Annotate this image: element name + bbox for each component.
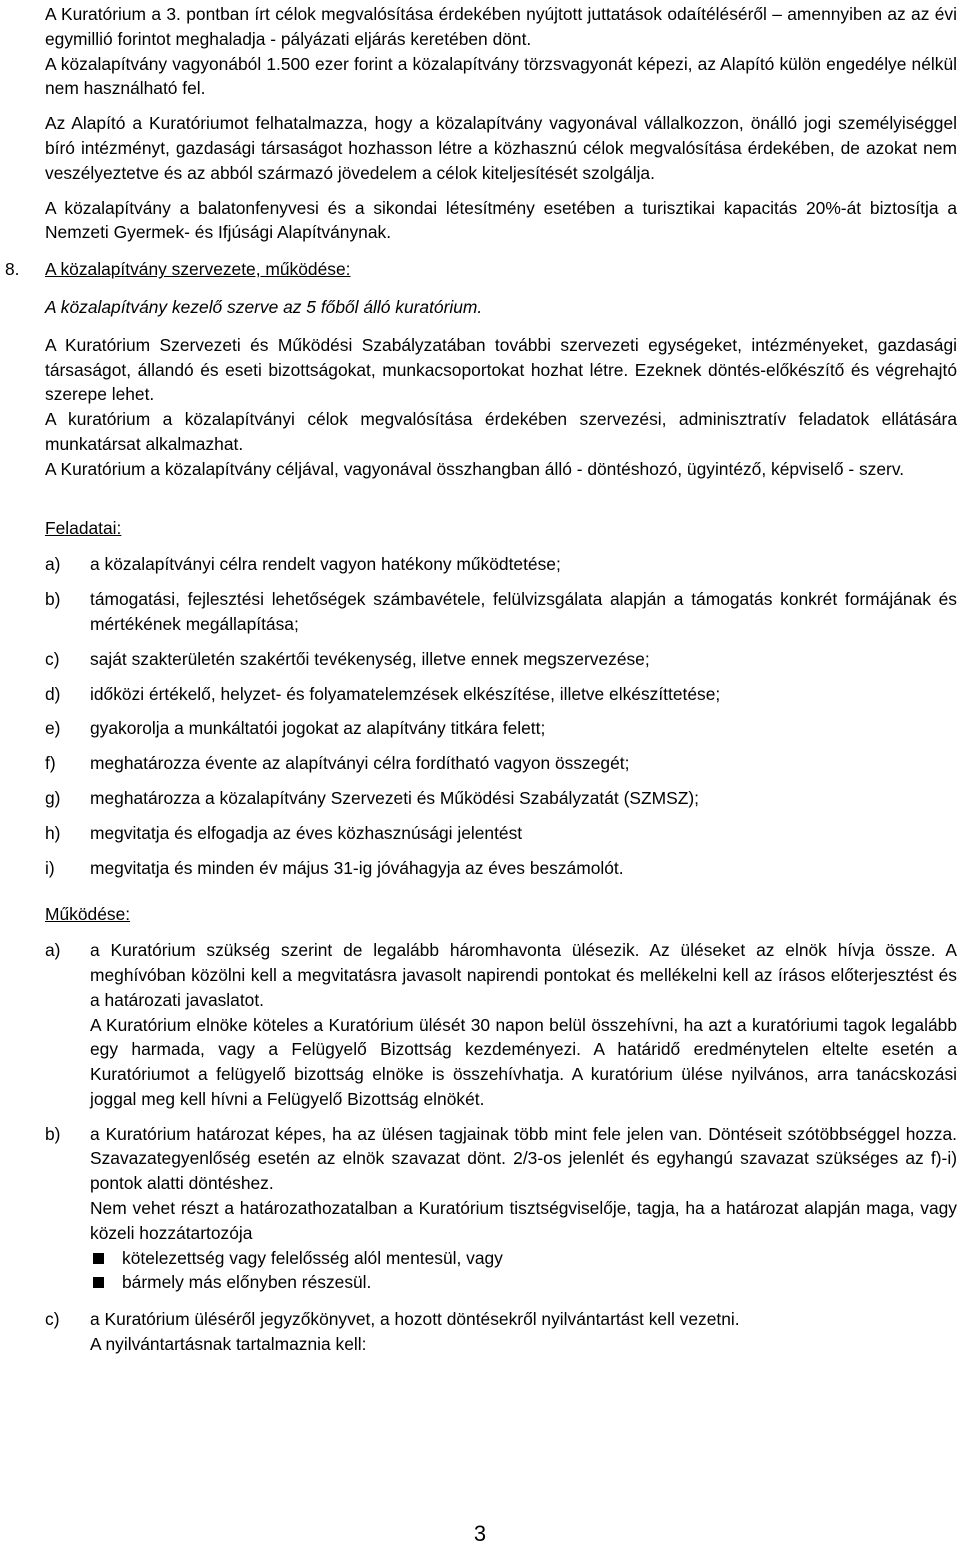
item-text: a Kuratórium határozat képes, ha az ülésen tagjainak több mint fele jelen van. Döntéseit szótöbbséggel hozza. Szavazategyenlőség esetén az elnök szavazat dönt. 2/3-os jelenlét és egyhangú szavazat szükséges az f)-i) pontok alatti döntéshez. xyxy=(90,1123,957,1194)
item-text: A nyilvántartásnak tartalmaznia kell: xyxy=(90,1334,367,1355)
item-label: a) xyxy=(45,940,61,961)
tasks-heading: Feladatai: xyxy=(45,517,122,538)
operation-heading: Működése: xyxy=(45,904,131,925)
item-label: a) xyxy=(45,554,61,575)
list-item xyxy=(45,821,957,846)
paragraph-tenders: A Kuratórium a 3. pontban írt célok megvalósítása érdekében nyújtott juttatások odaítéléséről – amennyiben az az évi egymillió forintot meghaladja - pályázati eljárás keretében dönt. xyxy=(45,4,957,49)
paragraph-core-assets: A közalapítvány vagyonából 1.500 ezer forint a közalapítvány törzsvagyonát képezi, az Alapító külön engedélye nélkül nem használható fel. xyxy=(45,53,957,99)
item-label: f) xyxy=(45,753,56,774)
page-number: 3 xyxy=(473,1521,487,1546)
list-item xyxy=(90,1270,957,1295)
operation-item-a xyxy=(45,938,957,1112)
list-item xyxy=(45,587,957,637)
item-text: A Kuratórium elnöke köteles a Kuratórium ülését 30 napon belül összehívni, ha azt a kuratóriumi tagok legalább egy harmada, vagy a Felügyelő Bizottság kezdeményezi. A határidő eredménytelen eltelte esetén a Kuratóriumot a felügyelő bizottság elnöke is összehívhatja. A kuratórium ülése nyilvános, arra tanácskozási joggal meg kell hívni a Felügyelő Bizottság elnökét. xyxy=(90,1014,957,1109)
item-text: megvitatja és minden év május 31-ig jóváhagyja az éves beszámolót. xyxy=(90,857,624,878)
item-label: d) xyxy=(45,683,61,704)
item-label: h) xyxy=(45,822,61,843)
section-number: 8. xyxy=(5,259,20,280)
item-label: e) xyxy=(45,718,61,739)
list-item xyxy=(45,647,957,672)
item-text: megvitatja és elfogadja az éves közhasznúsági jelentést xyxy=(90,822,523,843)
item-label: g) xyxy=(45,787,61,808)
list-item xyxy=(90,1246,957,1271)
paragraph-enterprise: Az Alapító a Kuratóriumot felhatalmazza, hogy a közalapítvány vagyonával vállalkozzon, önálló jogi személyiséggel bíró intézményt, gazdasági társaságot hozhasson létre a közhasznú célok megvalósítása érdekében, de azokat nem veszélyeztetve és az abból származó jövedelem a célok kiteljesítését szolgálja. xyxy=(45,113,957,183)
item-text: támogatási, fejlesztési lehetőségek számbavétele, felülvizsgálata alapján a támogatás konkrét formájának és mértékének megállapítása; xyxy=(90,589,957,634)
bullet-text: bármely más előnyben részesül. xyxy=(122,1272,372,1293)
item-label: i) xyxy=(45,857,55,878)
paragraph-staff: A kuratórium a közalapítványi célok megvalósítása érdekében szervezési, adminisztratív feladatok ellátására munkatársat alkalmazhat. xyxy=(45,409,957,454)
item-text: a közalapítványi célra rendelt vagyon hatékony működtetése; xyxy=(90,554,561,575)
paragraph-capacity: A közalapítvány a balatonfenyvesi és a sikondai létesítmény esetében a turisztikai kapacitás 20%-át biztosítja a Nemzeti Gyermek- és Ifjúsági Alapítványnak. xyxy=(45,197,957,243)
item-text: időközi értékelő, helyzet- és folyamatelemzések elkészítése, illetve elkészíttetése; xyxy=(90,683,721,704)
operation-item-b xyxy=(45,1122,957,1296)
list-item xyxy=(45,716,957,741)
list-item xyxy=(45,552,957,577)
item-text: meghatározza a közalapítvány Szervezeti és Működési Szabályzatát (SZMSZ); xyxy=(90,787,699,808)
item-text: gyakorolja a munkáltatói jogokat az alapítvány titkára felett; xyxy=(90,718,546,739)
item-text: saját szakterületén szakértői tevékenység, illetve ennek megszervezése; xyxy=(90,648,650,669)
item-label: c) xyxy=(45,1309,60,1330)
section-8-heading xyxy=(5,257,957,282)
square-bullet-icon xyxy=(93,1253,104,1264)
item-text: meghatározza évente az alapítványi célra fordítható vagyon összegét; xyxy=(90,753,630,774)
list-item xyxy=(45,682,957,707)
bullet-text: kötelezettség vagy felelősség alól mentesül, vagy xyxy=(122,1247,503,1268)
item-label: c) xyxy=(45,648,60,669)
paragraph-organization: A Kuratórium Szervezeti és Működési Szabályzatában további szervezeti egységeket, intézményeket, gazdasági társaságot, állandó és eseti bizottságokat, munkacsoportokat hozhat létre. Ezeknek döntés-előkészítő és végrehajtó szerepe lehet. xyxy=(45,334,957,405)
section-title: A közalapítvány szervezete, működése: xyxy=(45,259,351,280)
tasks-list xyxy=(45,552,957,880)
item-text: Nem vehet részt a határozathozatalban a Kuratórium tisztségviselője, tagja, ha a határozat alapján maga, vagy közeli hozzátartozója xyxy=(90,1198,957,1243)
item-label: b) xyxy=(45,589,61,610)
item-text: a Kuratórium üléséről jegyzőkönyvet, a hozott döntésekről nyilvántartást kell vezetni. xyxy=(90,1309,740,1330)
operation-item-c xyxy=(45,1307,957,1357)
item-label: b) xyxy=(45,1123,61,1144)
square-bullet-icon xyxy=(93,1277,104,1288)
paragraph-body-role: A Kuratórium a közalapítvány céljával, vagyonával összhangban álló - döntéshozó, ügyintéző, képviselő - szerv. xyxy=(45,458,905,479)
item-text: a Kuratórium szükség szerint de legalább háromhavonta ülésezik. Az üléseket az elnök hívja össze. A meghívóban közölni kell a megvitatásra javasolt napirendi pontokat és mellékelni kell az írásos előterjesztést és a határozati javaslatot. xyxy=(90,940,957,1010)
section-subtitle: A közalapítvány kezelő szerve az 5 főből álló kuratórium. xyxy=(45,296,483,317)
list-item xyxy=(45,786,957,811)
document-page xyxy=(5,2,957,1357)
bullet-list xyxy=(90,1246,957,1296)
list-item xyxy=(45,751,957,776)
list-item xyxy=(45,856,957,881)
